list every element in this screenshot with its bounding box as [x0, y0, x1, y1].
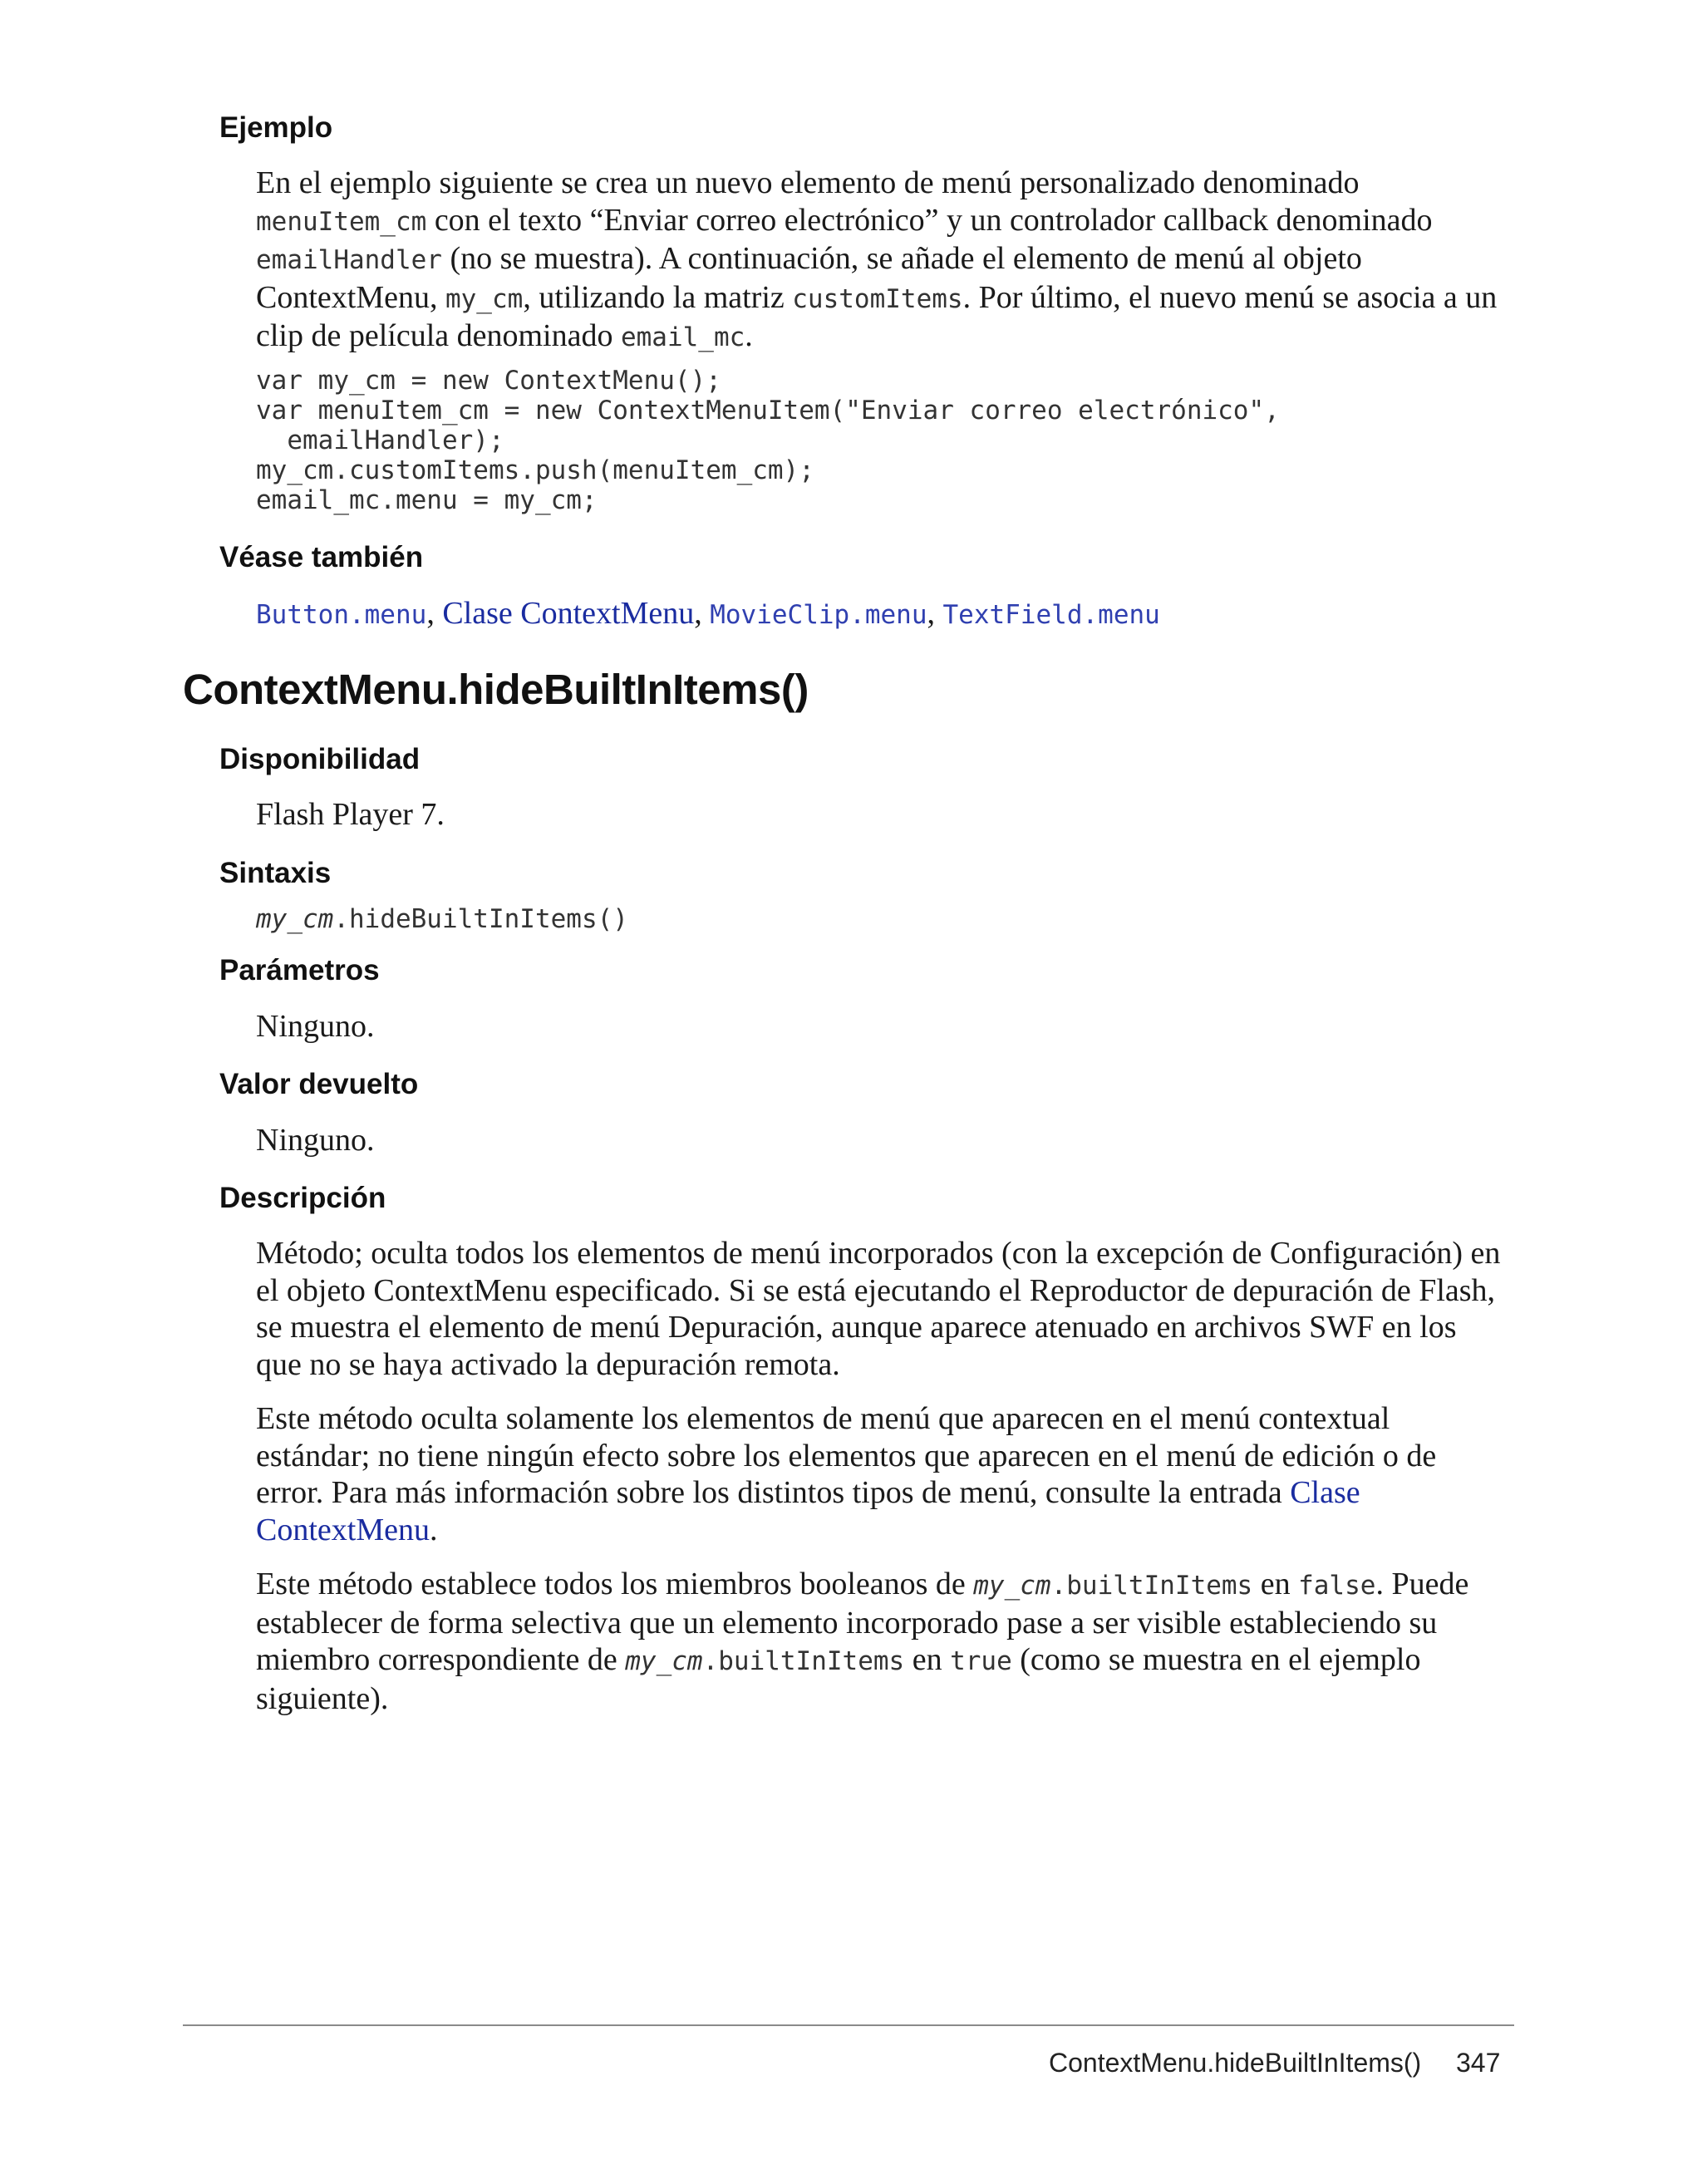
text-run: en	[904, 1642, 951, 1677]
return-text: Ninguno.	[256, 1123, 375, 1158]
inline-code: .builtInItems	[1050, 1571, 1253, 1601]
text-run: En el ejemplo siguiente se crea un nuevo elemento de menú personalizado denominado	[256, 165, 1360, 200]
text-run: .	[429, 1512, 438, 1547]
description-paragraph-3	[256, 1566, 1503, 1717]
inline-code: .builtInItems	[702, 1646, 905, 1676]
see-also-links	[256, 595, 1503, 634]
footer-title: ContextMenu.hideBuiltInItems()	[1049, 2048, 1422, 2078]
inline-code-italic: my_cm	[973, 1571, 1051, 1601]
text-run: .	[745, 318, 753, 353]
example-code-block: var my_cm = new ContextMenu(); var menuItem_cm = new ContextMenuItem("Enviar correo electrónico", emailHandler); my_cm.customItems.push(menuItem_cm); email_mc.menu = my_cm;	[256, 366, 1280, 515]
inline-code-italic: my_cm	[256, 904, 334, 934]
code-link[interactable]: MovieClip.menu	[710, 600, 927, 630]
see-also-heading: Véase también	[219, 541, 424, 573]
text-run: , utilizando la matriz	[523, 279, 793, 315]
inline-code: my_cm	[445, 283, 524, 314]
inline-code: true	[950, 1646, 1012, 1676]
text-run: Este método oculta solamente los elementos de menú que aparecen en el menú contextual estándar; no tiene ningún efecto sobre los elementos que aparecen en el menú de edición o de error. Para más información sobre los distintos tipos de menú, consulte la entrada	[256, 1401, 1437, 1510]
inline-code: email_mc	[620, 322, 745, 352]
text-run: (como se muestra en el ejemplo siguiente).	[256, 1642, 1421, 1716]
syntax-code	[256, 899, 1503, 938]
inline-code-italic: my_cm	[625, 1646, 703, 1676]
text-link[interactable]: Clase ContextMenu	[442, 596, 695, 631]
availability-heading: Disponibilidad	[219, 743, 421, 775]
inline-code: emailHandler	[256, 245, 442, 275]
description-paragraph-1: Método; oculta todos los elementos de menú incorporados (con la excepción de Configuración) en el objeto ContextMenu especificado. Si se está ejecutando el Reproductor de depuración de Flash, se muestra el elemento de menú Depuración, aunque aparece atenuado en archivos SWF en los que no se haya activado la depuración remota.	[256, 1236, 1501, 1382]
example-heading: Ejemplo	[219, 111, 333, 144]
text-run: ,	[426, 596, 443, 631]
section-title: ContextMenu.hideBuiltInItems()	[183, 666, 809, 713]
text-run: en	[1252, 1567, 1299, 1601]
text-run: . Puede establecer de forma selectiva que un elemento incorporado pase a ser visible estableciendo su miembro correspondiente de	[256, 1567, 1469, 1677]
description-heading: Descripción	[219, 1182, 386, 1214]
page-number: 347	[1456, 2048, 1501, 2078]
footer-rule	[183, 2024, 1514, 2026]
params-text: Ninguno.	[256, 1009, 375, 1044]
syntax-heading: Sintaxis	[219, 857, 332, 889]
inline-code: false	[1298, 1571, 1376, 1601]
text-run: ,	[927, 596, 943, 631]
inline-code: menuItem_cm	[256, 206, 427, 237]
description-paragraph-2	[256, 1400, 1503, 1548]
code-link[interactable]: Button.menu	[256, 600, 427, 630]
return-heading: Valor devuelto	[219, 1068, 419, 1100]
params-heading: Parámetros	[219, 954, 380, 986]
text-run: . Por último, el nuevo menú se asocia a un clip de película denominado	[256, 279, 1498, 353]
text-run: (no se muestra). A continuación, se añade el elemento de menú al objeto ContextMenu,	[256, 241, 1362, 315]
example-paragraph	[256, 165, 1503, 357]
inline-code: customItems	[792, 283, 963, 314]
code-link[interactable]: TextField.menu	[942, 600, 1160, 630]
text-link[interactable]: Clase ContextMenu	[256, 1475, 1360, 1547]
text-run: ,	[694, 596, 711, 631]
availability-text: Flash Player 7.	[256, 797, 445, 832]
inline-code: .hideBuiltInItems()	[333, 904, 628, 934]
text-run: con el texto “Enviar correo electrónico” y un controlador callback denominado	[426, 202, 1433, 238]
text-run: Este método establece todos los miembros booleanos de	[256, 1567, 974, 1601]
